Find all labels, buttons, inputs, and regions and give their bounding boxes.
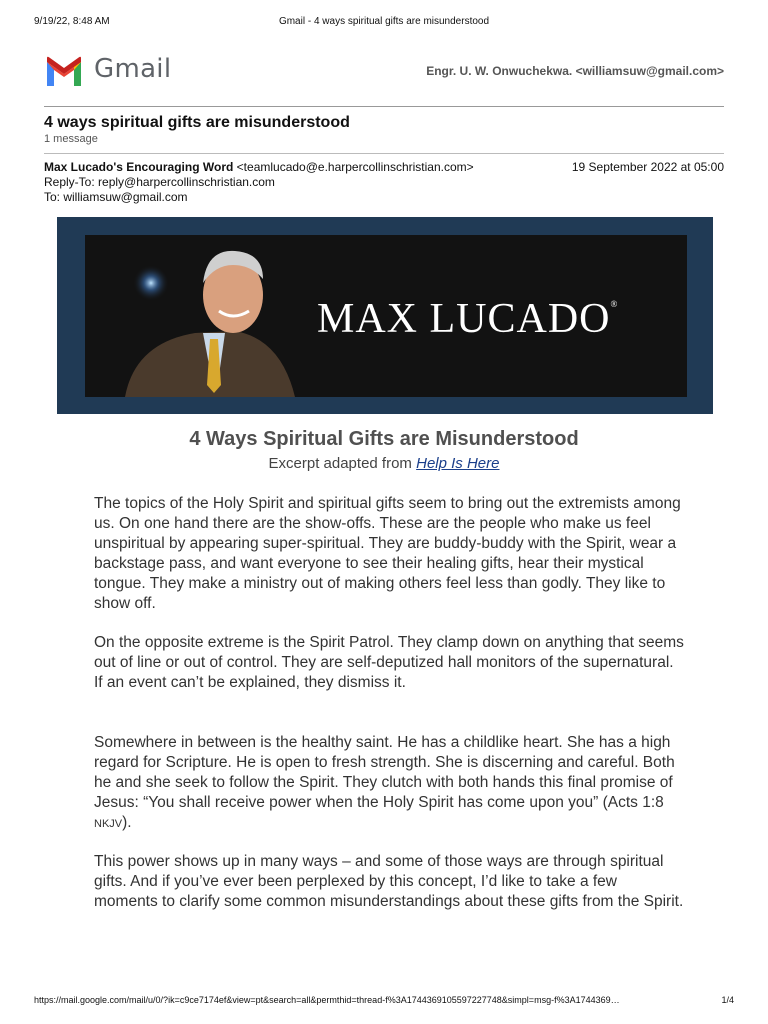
sender-name: Max Lucado's Encouraging Word [44,160,234,174]
gmail-wordmark: Gmail [94,54,172,84]
paragraph-text: Somewhere in between is the healthy saint. He has a childlike heart. She has a high regard for Scripture. He is open to fresh strength. She is discerning and careful. Both he and she seek to follow the Spirit. They clutch with both hands this final promise of Jesus: “You shall receive power when the Holy Spirit has come upon you” (Acts 1:8 [94,734,675,811]
message-date: 19 September 2022 at 05:00 [571,160,724,174]
header-banner [57,217,713,414]
excerpt-line [0,455,768,472]
thread-subject: 4 ways spiritual gifts are misunderstood [44,114,350,131]
bible-version: NKJV [94,818,123,830]
brand-text: MAX LUCADO [317,296,611,342]
page-number: 1/4 [721,995,734,1005]
subject-divider [44,153,724,154]
account-label: Engr. U. W. Onwuchekwa. <williamsuw@gmail.com> [426,64,724,78]
book-link[interactable]: Help Is Here [416,455,500,472]
header-divider [44,106,724,107]
article-title: 4 Ways Spiritual Gifts are Misunderstood [189,428,579,450]
paragraph-3 [94,733,684,834]
paragraph-text: On the opposite extreme is the Spirit Patrol. They clamp down on anything that seems out of line or out of control. They are self-deputized hall monitors of the supernatural. If an event can’t be explained, they dismiss it. [94,634,684,691]
brand-wordmark [317,295,618,343]
paragraph-text: This power shows up in many ways – and some of those ways are through spiritual gifts. And if you’ve ever been perplexed by this concept, I’d like to take a few moments to clarify some common misunderstandings about these gifts from the Spirit. [94,853,684,910]
sender-email: <teamlucado@e.harpercollinschristian.com> [236,160,474,174]
message-count: 1 message [44,133,98,145]
paragraph-text: The topics of the Holy Spirit and spiritual gifts seem to bring out the extremists among us. On one hand there are the show-offs. These are the people who make us feel unspiritual by appearing super-spiritual. They are buddy-buddy with the Spirit, wear a backstage pass, and want everyone to see their healing gifts, hear their mystical tongue. They make a ministry out of making others feel less than godly. They like to show off. [94,495,681,612]
reply-to: Reply-To: reply@harpercollinschristian.com [44,175,275,189]
print-title: Gmail - 4 ways spiritual gifts are misunderstood [278,16,490,27]
gmail-logo-icon [44,56,84,86]
paragraph-2 [94,633,684,693]
print-url: https://mail.google.com/mail/u/0/?ik=c9ce7174ef&view=pt&search=all&permthid=thread-f%3A1744369105597227748&simpl=msg-f%3A1744369… [34,995,620,1005]
print-timestamp: 9/19/22, 8:48 AM [34,16,110,27]
paragraph-end: ). [122,814,132,831]
paragraph-1 [94,494,684,614]
paragraph-4 [94,852,684,912]
excerpt-prefix: Excerpt adapted from [268,455,412,472]
message-meta [44,160,724,205]
recipient: To: williamsuw@gmail.com [44,190,188,204]
gmail-header [44,52,724,92]
registered-mark: ® [610,299,619,309]
banner-photo [85,235,687,397]
